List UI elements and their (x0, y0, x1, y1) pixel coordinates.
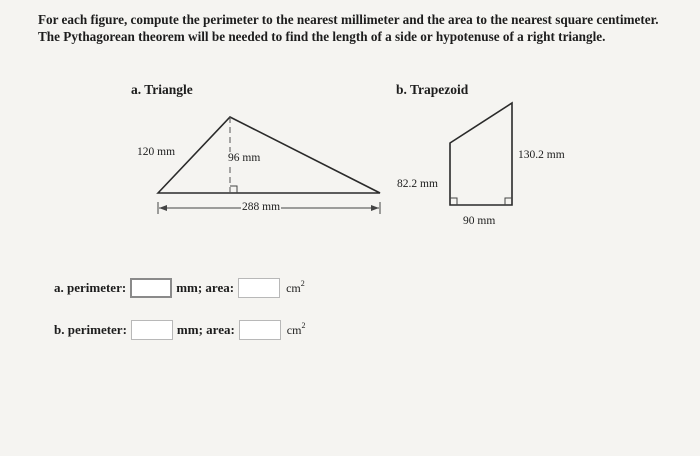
cm-unit-b: $cm^2$ (286, 321, 306, 337)
triangle-shape (158, 117, 380, 193)
triangle-side-label: 120 mm (137, 146, 176, 158)
trapezoid-bottom-label: 90 mm (463, 215, 496, 227)
trapezoid-right-angle-right (505, 198, 512, 205)
triangle-right-angle-mark (230, 186, 237, 193)
trapezoid-title: b. Trapezoid (396, 82, 469, 97)
trapezoid-left-label: 82.2 mm (397, 178, 438, 190)
answer-row-a (54, 277, 305, 299)
trapezoid-right-angle-left (450, 198, 457, 205)
perimeter-b-input[interactable] (131, 320, 173, 340)
mm-area-b-label: mm; area: (176, 322, 235, 337)
right-arrowhead (371, 205, 379, 211)
triangle-title: a. Triangle (131, 82, 193, 97)
mm-area-a-label: mm; area: (176, 280, 235, 295)
triangle-height-label: 96 mm (228, 152, 261, 164)
perimeter-a-input[interactable] (130, 278, 172, 298)
left-arrowhead (159, 205, 167, 211)
perimeter-a-label: a. perimeter: (54, 280, 127, 295)
trapezoid-shape (450, 103, 512, 205)
cm-unit-a: $cm^2$ (286, 279, 305, 295)
area-a-input[interactable] (238, 278, 280, 298)
perimeter-b-label: b. perimeter: (54, 322, 127, 337)
instructions-text: For each figure, compute the perimeter to the nearest millimeter and the area to the nearest square centimeter. The Pythagorean theorem will be needed to find the length of a side or hypotenuse of a right triangle. (38, 12, 659, 44)
triangle-base-label: 288 mm (242, 201, 281, 213)
trapezoid-right-label: 130.2 mm (518, 149, 565, 161)
answer-row-b (54, 319, 305, 341)
area-b-input[interactable] (239, 320, 281, 340)
